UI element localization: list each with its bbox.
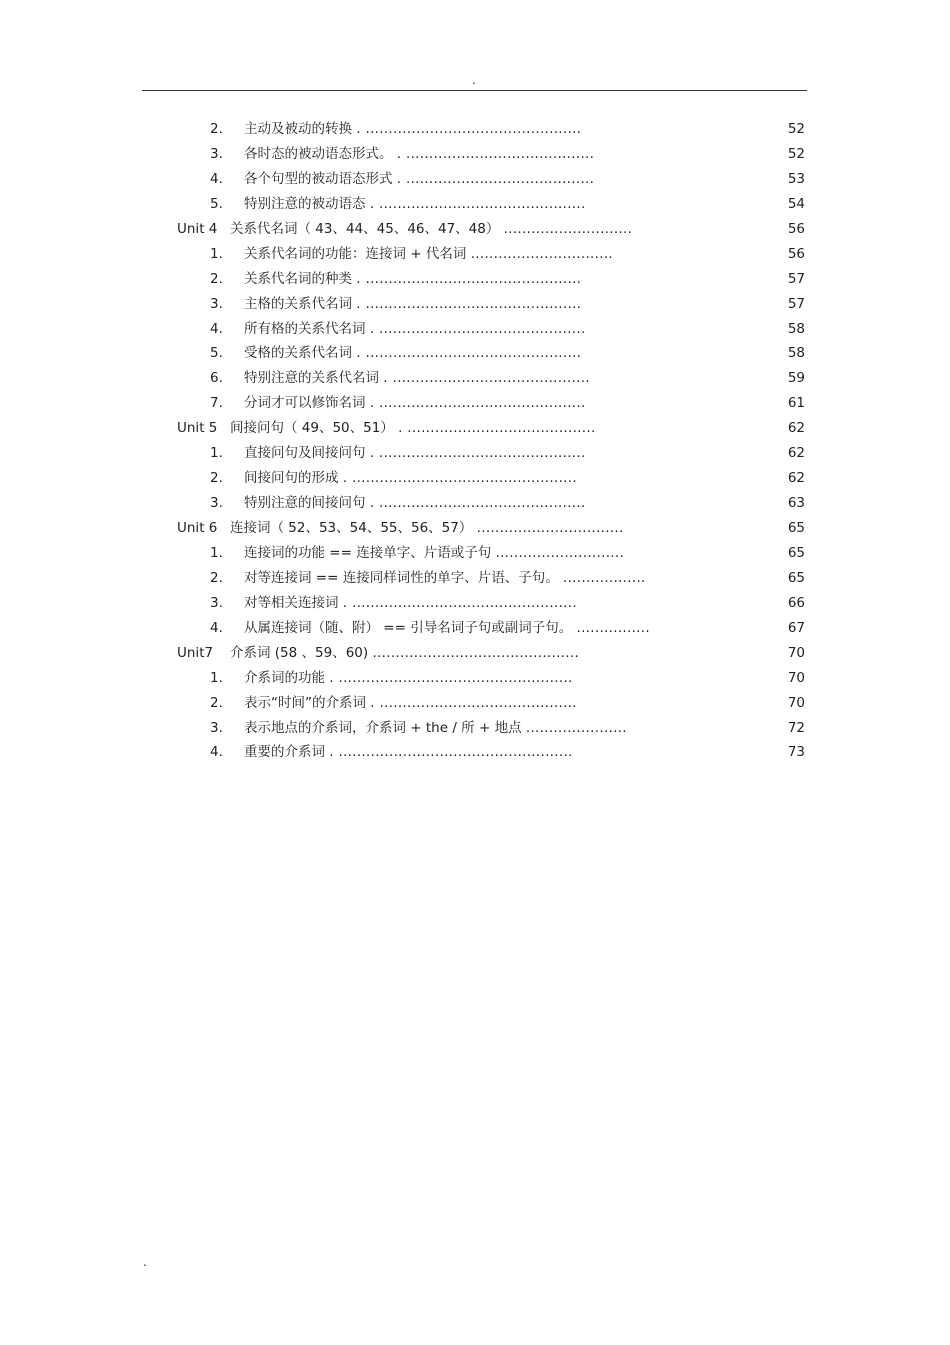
toc-entry-title-text: 各个句型的被动语态形式 (244, 170, 397, 187)
toc-entry-title-text: 从属连接词（随、附） == 引导名词子句或副词子句。 (244, 619, 577, 636)
toc-entry-title (244, 441, 586, 466)
header-rule (142, 90, 807, 91)
toc-entry[interactable] (0, 267, 950, 292)
toc-page-number: 67 (787, 619, 805, 636)
toc-entry-number: 1. (210, 544, 223, 561)
footer-mark: . (143, 1255, 147, 1269)
toc-entry-title-text: 关系代名词的功能：连接词 + 代名词 (244, 245, 471, 262)
toc-page-number: 66 (787, 594, 805, 611)
toc-page-number: 62 (787, 420, 805, 437)
toc-entry-title (244, 267, 581, 292)
toc-entry-title (230, 217, 632, 242)
toc-entry-number: 2. (210, 470, 223, 487)
toc-page-number: 56 (787, 220, 805, 237)
toc-entry[interactable] (0, 242, 950, 267)
toc-entry-title-text: 直接问句及间接问句 (244, 445, 370, 462)
toc-entry-title (244, 740, 573, 765)
toc-entry[interactable] (0, 466, 950, 491)
toc-unit-entry[interactable] (0, 516, 950, 541)
toc-dot-leader: . ................................................. (342, 470, 577, 487)
toc-entry-title-text: 间接问句的形成 (244, 470, 343, 487)
toc-entry-title (244, 541, 624, 566)
toc-entry-number: 4. (210, 744, 223, 761)
toc-unit-label: Unit7 (177, 644, 214, 661)
toc-entry-title (244, 142, 594, 167)
toc-page-number: 65 (787, 544, 805, 561)
toc-entry[interactable] (0, 541, 950, 566)
toc-dot-leader: ............................................. (372, 644, 580, 661)
toc-page-number: 57 (787, 270, 805, 287)
toc-unit-label: Unit 5 (177, 420, 218, 437)
toc-dot-leader: . ................................................. (342, 594, 577, 611)
toc-dot-leader: ............................ (495, 544, 625, 561)
toc-entry-title (244, 192, 586, 217)
toc-entry[interactable] (0, 366, 950, 391)
toc-dot-leader: ............................ (503, 220, 633, 237)
toc-entry-number: 5. (210, 195, 223, 212)
toc-dot-leader: . ............................................. (369, 495, 586, 512)
toc-entry-title (244, 117, 581, 142)
toc-entry-title-text: 连接词的功能 == 连接单字、片语或子句 (244, 544, 496, 561)
toc-page-number: 54 (787, 195, 805, 212)
toc-dot-leader: . ............................................... (356, 121, 582, 137)
toc-page-number: 65 (787, 520, 805, 536)
toc-page-number: 52 (787, 121, 805, 137)
toc-page-number: 70 (787, 669, 805, 686)
toc-entry-number: 5. (210, 345, 223, 362)
toc-entry-title-text: 各时态的被动语态形式。 (244, 145, 397, 162)
toc-entry-title (244, 366, 590, 391)
toc-entry[interactable] (0, 391, 950, 416)
toc-entry[interactable] (0, 317, 950, 342)
toc-entry-number: 4. (210, 320, 223, 337)
toc-page-number: 70 (787, 694, 805, 711)
toc-unit-entry[interactable] (0, 641, 950, 666)
toc-dot-leader: . ......................................... (396, 170, 595, 187)
toc-unit-entry[interactable] (0, 416, 950, 441)
toc-entry[interactable] (0, 666, 950, 691)
toc-entry-number: 2. (210, 270, 223, 287)
toc-entry[interactable] (0, 341, 950, 366)
toc-entry-title-text: 特别注意的间接问句 (244, 495, 370, 512)
toc-dot-leader: . ............................................. (369, 195, 586, 212)
toc-page-number: 62 (787, 470, 805, 487)
header-mark: . (472, 73, 476, 87)
toc-entry[interactable] (0, 740, 950, 765)
toc-dot-leader: .................. (563, 569, 646, 586)
toc-page-number: 70 (787, 644, 805, 661)
toc-entry-title-text: 连接词（ 52、53、54、55、56、57） (230, 520, 477, 536)
toc-entry[interactable] (0, 167, 950, 192)
toc-page-number: 73 (787, 744, 805, 761)
toc-entry[interactable] (0, 566, 950, 591)
toc-entry-title-text: 表示“时间”的介系词 (244, 694, 371, 711)
toc-dot-leader: . ............................................. (369, 320, 586, 337)
toc-entry-title-text: 重要的介系词 (244, 744, 330, 761)
toc-entry-title (244, 591, 577, 616)
toc-page-number: 56 (787, 245, 805, 262)
toc-dot-leader: ...................... (525, 719, 627, 736)
toc-entry-number: 1. (210, 445, 223, 462)
toc-entry-number: 4. (210, 170, 223, 187)
toc-unit-label: Unit 6 (177, 520, 218, 536)
toc-entry-title (244, 167, 594, 192)
toc-dot-leader: . ............................................... (356, 345, 582, 362)
toc-entry-title (244, 566, 646, 591)
toc-dot-leader: ............................... (470, 245, 614, 262)
toc-dot-leader: ................ (576, 619, 650, 636)
toc-entry[interactable] (0, 616, 950, 641)
toc-entry[interactable] (0, 691, 950, 716)
toc-entry[interactable] (0, 491, 950, 516)
toc-entry-title-text: 受格的关系代名词 (244, 345, 357, 362)
toc-entry-title-text: 所有格的关系代名词 (244, 320, 370, 337)
toc-entry-title-text: 特别注意的被动语态 (244, 195, 370, 212)
toc-entry[interactable] (0, 591, 950, 616)
toc-entry-title (244, 317, 586, 342)
toc-page-number: 72 (787, 719, 805, 736)
toc-dot-leader: . ......................................... (396, 145, 595, 162)
toc-entry-title (230, 416, 596, 441)
table-of-contents (0, 117, 950, 765)
toc-entry-title-text: 介系词 (58 、59、60) (230, 644, 373, 661)
toc-entry-title (244, 466, 577, 491)
toc-entry-title (244, 491, 586, 516)
toc-dot-leader: . ............................................. (369, 395, 586, 412)
toc-unit-entry[interactable] (0, 217, 950, 242)
toc-entry-number: 1. (210, 245, 223, 262)
toc-entry-number: 4. (210, 619, 223, 636)
toc-dot-leader: . ................................................... (329, 669, 573, 686)
toc-unit-label: Unit 4 (177, 220, 218, 237)
toc-entry-title-text: 特别注意的关系代名词 (244, 370, 384, 387)
toc-entry-title (244, 391, 586, 416)
toc-entry-title (230, 641, 579, 666)
toc-entry-title-text: 主格的关系代名词 (244, 295, 357, 312)
toc-entry-number: 1. (210, 669, 223, 686)
toc-entry[interactable] (0, 292, 950, 317)
toc-entry-title-text: 主动及被动的转换 (244, 121, 357, 137)
toc-entry-number: 2. (210, 121, 223, 137)
toc-entry-title (244, 716, 627, 741)
toc-page-number: 62 (787, 445, 805, 462)
toc-entry-title (244, 691, 577, 716)
toc-page-number: 57 (787, 295, 805, 312)
toc-entry-title-text: 介系词的功能 (244, 669, 330, 686)
toc-entry-title-text: 间接问句（ 49、50、51） (230, 420, 399, 437)
toc-entry-number: 3. (210, 145, 223, 162)
toc-entry-number: 3. (210, 495, 223, 512)
toc-dot-leader: . ............................................... (356, 295, 582, 312)
toc-entry-title-text: 关系代名词的种类 (244, 270, 357, 287)
toc-entry-number: 3. (210, 295, 223, 312)
toc-entry-number: 6. (210, 370, 223, 387)
toc-entry-title-text: 表示地点的介系词，介系词 + the / 所 + 地点 (244, 719, 526, 736)
toc-page-number: 63 (787, 495, 805, 512)
toc-entry[interactable] (0, 117, 950, 142)
toc-entry-number: 7. (210, 395, 223, 412)
toc-entry[interactable] (0, 441, 950, 466)
toc-entry-title (244, 616, 650, 641)
toc-entry-title-text: 对等连接词 == 连接同样词性的单字、片语、子句。 (244, 569, 563, 586)
toc-entry-title (244, 242, 613, 267)
toc-dot-leader: . ............................................. (369, 445, 586, 462)
toc-dot-leader: . ............................................... (356, 270, 582, 287)
toc-entry-number: 3. (210, 719, 223, 736)
toc-page-number: 61 (787, 395, 805, 412)
toc-page-number: 59 (787, 370, 805, 387)
toc-dot-leader: ................................ (476, 520, 624, 536)
toc-page-number: 58 (787, 345, 805, 362)
toc-entry-title-text: 对等相关连接词 (244, 594, 343, 611)
toc-entry[interactable] (0, 142, 950, 167)
toc-entry[interactable] (0, 192, 950, 217)
toc-page-number: 52 (787, 145, 805, 162)
toc-entry-number: 2. (210, 694, 223, 711)
toc-entry-title-text: 分词才可以修饰名词 (244, 395, 370, 412)
toc-entry-title (244, 341, 581, 366)
toc-entry-title (244, 292, 581, 317)
toc-dot-leader: . ................................................... (329, 744, 573, 761)
toc-entry-number: 2. (210, 569, 223, 586)
toc-page-number: 58 (787, 320, 805, 337)
toc-page-number: 53 (787, 170, 805, 187)
toc-dot-leader: . ........................................... (370, 694, 577, 711)
toc-entry[interactable] (0, 716, 950, 741)
toc-entry-title-text: 关系代名词（ 43、44、45、46、47、48） (230, 220, 504, 237)
toc-page-number: 65 (787, 569, 805, 586)
toc-dot-leader: . ........................................... (383, 370, 590, 387)
toc-dot-leader: . ......................................... (398, 420, 596, 437)
toc-entry-number: 3. (210, 594, 223, 611)
toc-entry-title (230, 516, 624, 541)
toc-entry-title (244, 666, 573, 691)
